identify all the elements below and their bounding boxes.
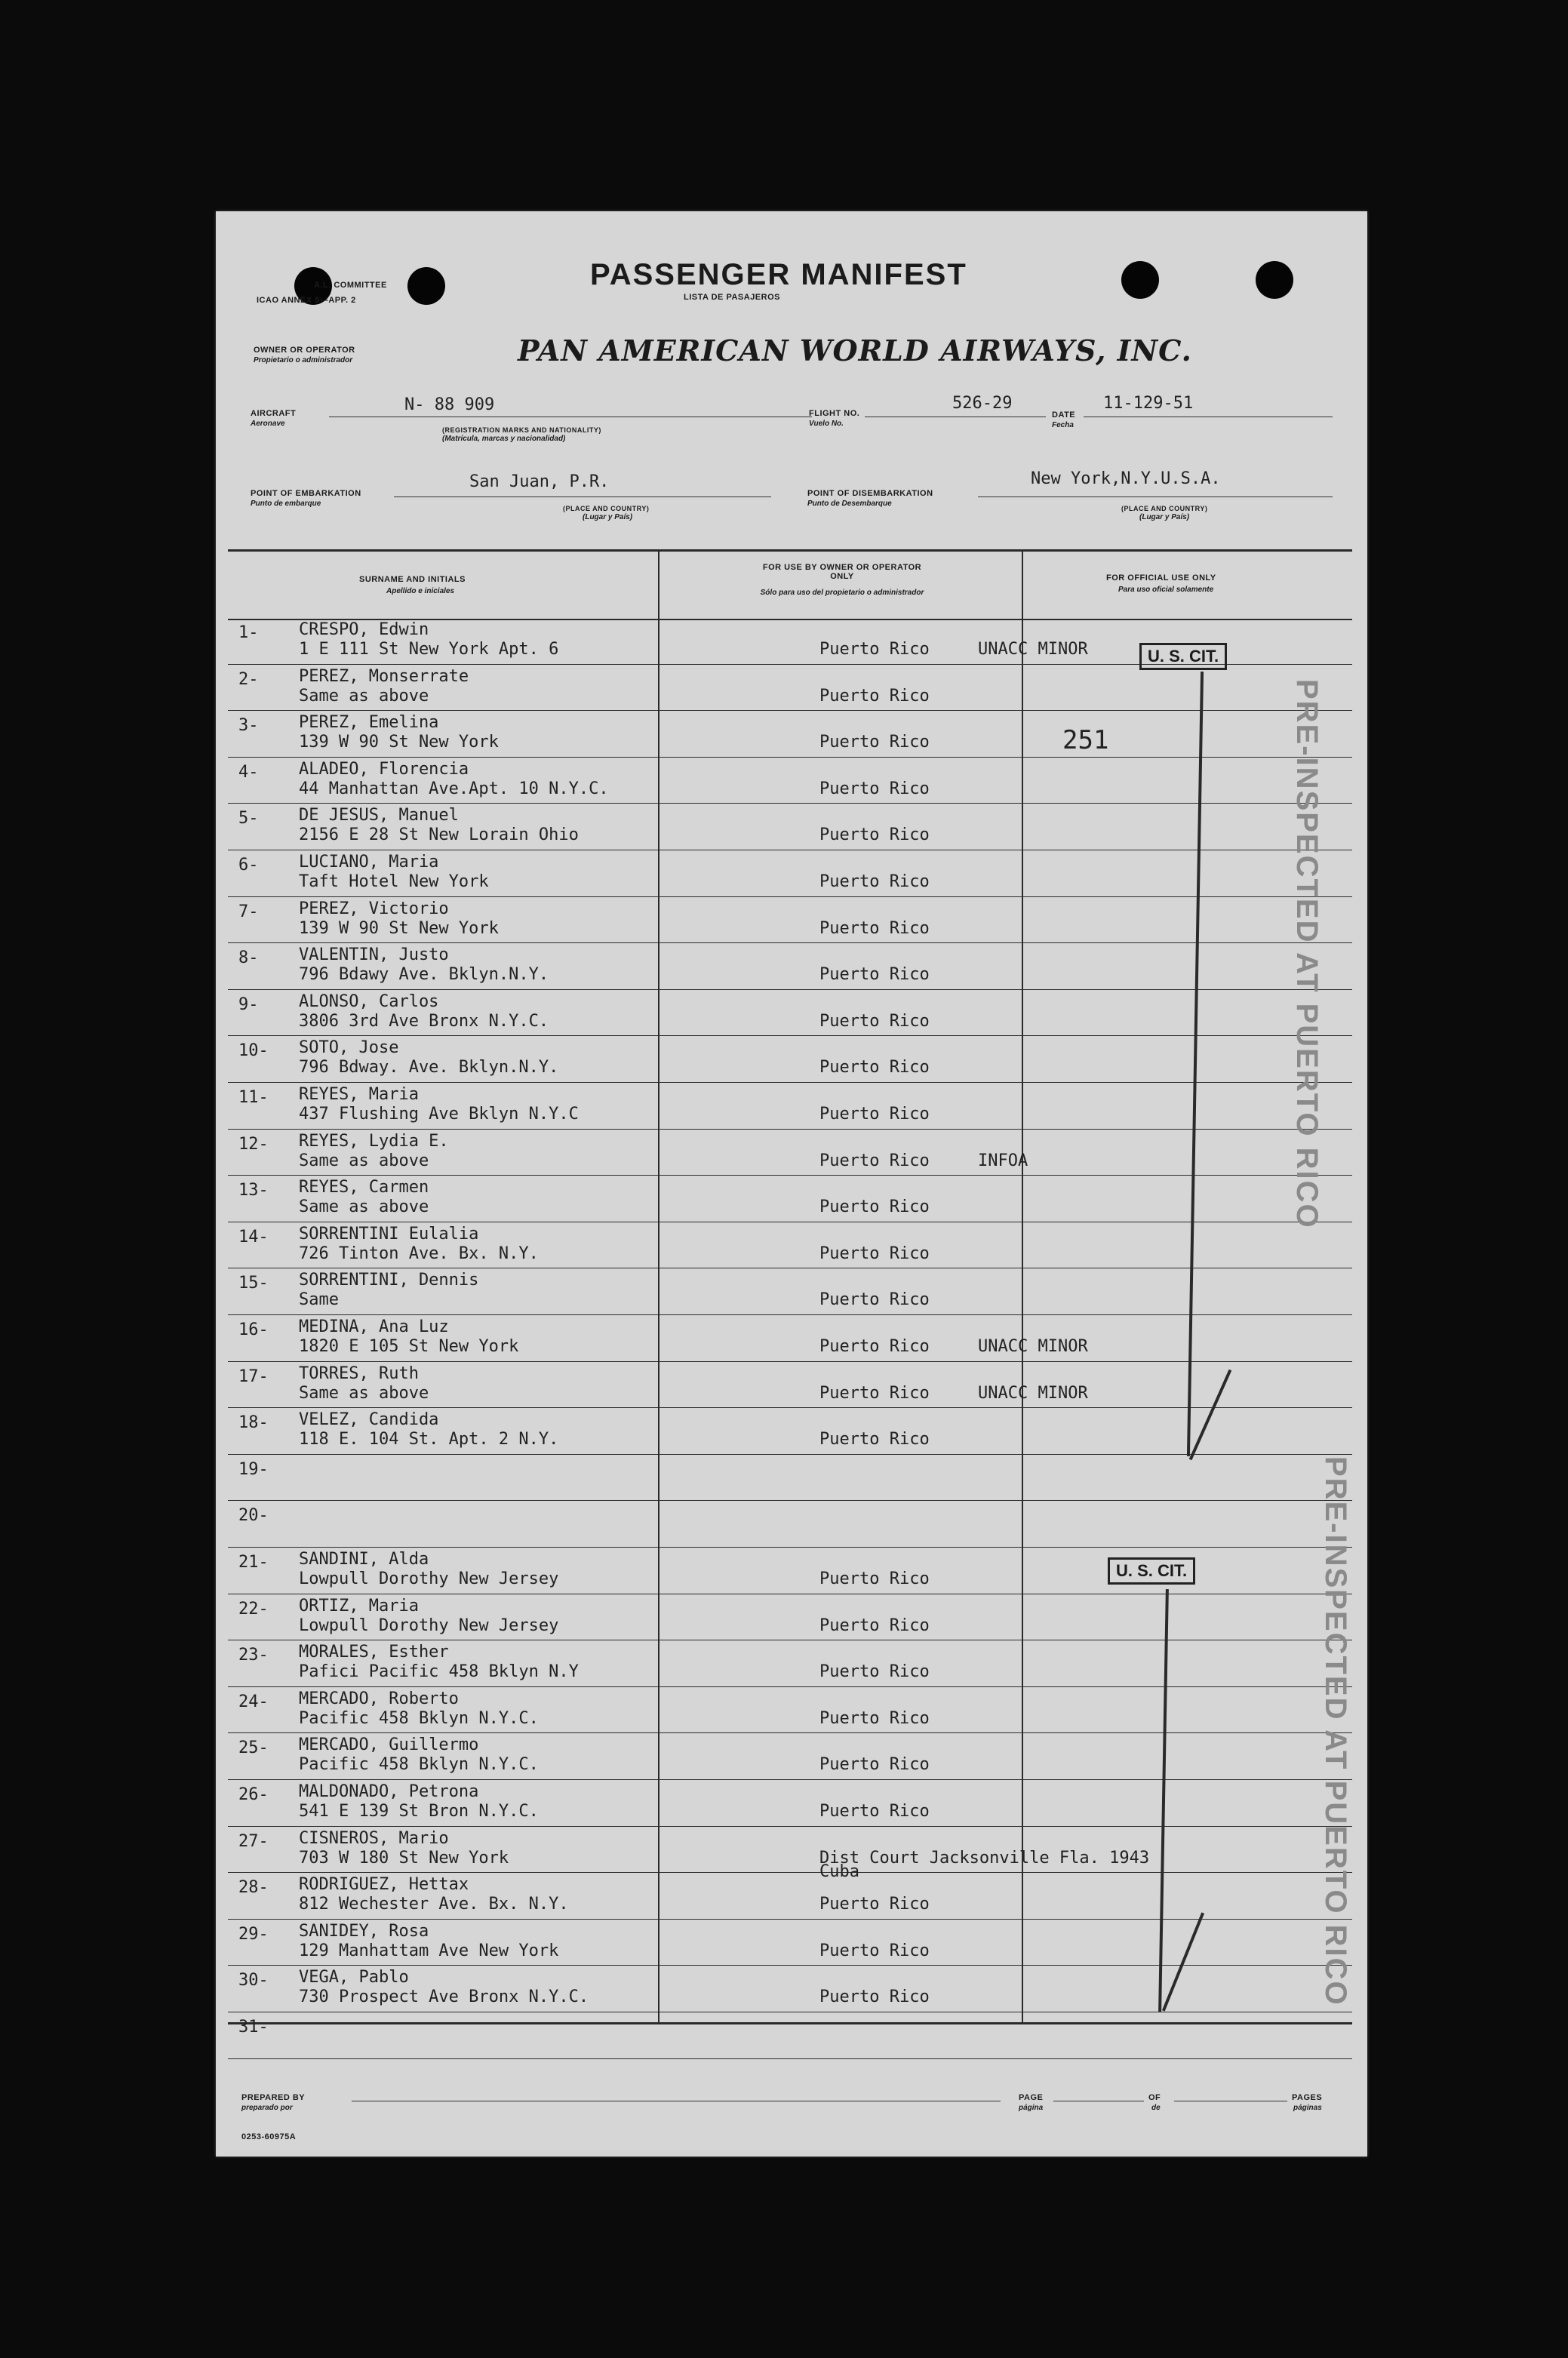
flight-value: 526-29 — [952, 394, 1013, 413]
passenger-address: 796 Bdawy Ave. Bklyn.N.Y. — [299, 965, 549, 985]
row-number: 14- — [238, 1227, 269, 1247]
row-number: 31- — [238, 2018, 269, 2037]
passenger-origin: Puerto Rico — [819, 1569, 930, 1588]
row-divider — [228, 1500, 1352, 1501]
row-number: 4- — [238, 762, 259, 782]
col-header-name-es: Apellido e iniciales — [386, 587, 455, 595]
passenger-origin: Puerto Rico — [819, 733, 930, 752]
embark-place-sub: (PLACE AND COUNTRY) — [563, 505, 650, 512]
passenger-address: Same as above — [299, 1383, 429, 1403]
embark-label-es: Punto de embarque — [251, 500, 321, 508]
passenger-name: MALDONADO, Petrona — [299, 1782, 479, 1801]
flight-label-es: Vuelo No. — [809, 420, 844, 428]
preinspected-stamp-1: PRE-INSPECTED AT PUERTO RICO — [1290, 679, 1324, 1229]
passenger-name: TORRES, Ruth — [299, 1363, 419, 1383]
row-number: 3- — [238, 716, 259, 736]
passenger-origin: Puerto Rico — [819, 1430, 930, 1450]
date-label: DATE — [1052, 410, 1076, 420]
table-row — [216, 712, 1367, 758]
table-row — [216, 1595, 1367, 1642]
passenger-origin: Puerto Rico — [819, 1708, 930, 1728]
row-divider — [228, 1919, 1352, 1920]
passenger-name: SANIDEY, Rosa — [299, 1921, 429, 1941]
row-divider — [228, 989, 1352, 990]
table-row — [216, 1781, 1367, 1828]
aircraft-value: N- 88 909 — [404, 395, 495, 414]
table-row — [216, 1734, 1367, 1781]
row-number: 23- — [238, 1646, 269, 1665]
passenger-origin: Puerto Rico — [819, 1383, 930, 1403]
row-number: 9- — [238, 995, 259, 1014]
passenger-name: VELEZ, Candida — [299, 1410, 439, 1430]
embark-value: San Juan, P.R. — [469, 472, 610, 491]
aircraft-sub: (REGISTRATION MARKS AND NATIONALITY) — [442, 426, 601, 434]
pages-label: PAGES — [1292, 2093, 1323, 2102]
row-number: 17- — [238, 1367, 269, 1386]
passenger-address: 730 Prospect Ave Bronx N.Y.C. — [299, 1988, 589, 2007]
us-cit-stamp-1: U. S. CIT. — [1139, 643, 1227, 670]
embark-label: POINT OF EMBARKATION — [251, 489, 361, 498]
passenger-name: SOTO, Jose — [299, 1038, 399, 1058]
row-number: 21- — [238, 1553, 269, 1572]
owner-label-es: Propietario o administrador — [254, 356, 353, 364]
preinspected-stamp-2: PRE-INSPECTED AT PUERTO RICO — [1319, 1456, 1352, 2006]
row-divider — [228, 896, 1352, 897]
passenger-name: REYES, Carmen — [299, 1178, 429, 1197]
row-divider — [228, 710, 1352, 711]
prepared-label-es: preparado por — [241, 2104, 293, 2112]
passenger-origin: Puerto Rico — [819, 872, 930, 891]
row-divider — [228, 1732, 1352, 1733]
row-number: 11- — [238, 1088, 269, 1107]
passenger-address: 812 Wechester Ave. Bx. N.Y. — [299, 1895, 569, 1914]
passenger-address: 1 E 111 St New York Apt. 6 — [299, 640, 559, 659]
row-divider — [228, 1779, 1352, 1780]
passenger-address: 44 Manhattan Ave.Apt. 10 N.Y.C. — [299, 779, 609, 798]
passenger-name: LUCIANO, Maria — [299, 853, 439, 872]
passenger-origin: Puerto Rico — [819, 1244, 930, 1263]
passenger-origin: Puerto Rico — [819, 1616, 930, 1635]
passenger-name: REYES, Maria — [299, 1085, 419, 1104]
row-number: 22- — [238, 1599, 269, 1619]
row-number: 1- — [238, 623, 259, 642]
passenger-origin: Puerto Rico — [819, 1290, 930, 1310]
form-ref-2: ICAO ANNEX 9—APP. 2 — [257, 296, 356, 305]
page-subtitle: LISTA DE PASAJEROS — [684, 293, 780, 302]
passenger-name: MERCADO, Roberto — [299, 1689, 459, 1708]
row-number: 29- — [238, 1924, 269, 1944]
passenger-name: ALONSO, Carlos — [299, 991, 439, 1011]
col-header-name: SURNAME AND INITIALS — [359, 575, 466, 584]
aircraft-sub-es: (Matrícula, marcas y nacionalidad) — [442, 435, 566, 443]
passenger-origin: Puerto Rico — [819, 1895, 930, 1914]
us-cit-stamp-2: U. S. CIT. — [1108, 1557, 1195, 1585]
airline-name: PAN AMERICAN WORLD AIRWAYS, INC. — [518, 334, 1192, 367]
passenger-address: Same — [299, 1290, 339, 1310]
row-number: 30- — [238, 1971, 269, 1991]
row-divider — [228, 1965, 1352, 1966]
passenger-address: Same as above — [299, 1197, 429, 1217]
col-header-owner-es: Sólo para uso del propietario o administrador — [760, 589, 924, 597]
table-row — [216, 2013, 1367, 2060]
passenger-address: 703 W 180 St New York — [299, 1848, 509, 1868]
table-row — [216, 851, 1367, 898]
passenger-address: Lowpull Dorothy New Jersey — [299, 1616, 559, 1635]
row-number: 26- — [238, 1785, 269, 1804]
row-divider — [228, 2058, 1352, 2059]
row-number: 27- — [238, 1831, 269, 1851]
aircraft-label: AIRCRAFT — [251, 409, 297, 418]
passenger-address: Pafici Pacific 458 Bklyn N.Y — [299, 1662, 579, 1682]
row-number: 19- — [238, 1459, 269, 1479]
table-row — [216, 1874, 1367, 1920]
row-number: 7- — [238, 902, 259, 921]
passenger-name: RODRIGUEZ, Hettax — [299, 1875, 469, 1895]
table-row — [216, 1966, 1367, 2013]
passenger-origin: Puerto Rico — [819, 918, 930, 938]
pages-label-es: páginas — [1293, 2104, 1322, 2112]
passenger-origin: Puerto Rico — [819, 1011, 930, 1031]
passenger-address: Pacific 458 Bklyn N.Y.C. — [299, 1708, 539, 1728]
passenger-name: SORRENTINI, Dennis — [299, 1271, 479, 1290]
row-number: 12- — [238, 1134, 269, 1154]
flight-label: FLIGHT NO. — [809, 409, 860, 418]
col-header-owner: FOR USE BY OWNER OR OPERATOR ONLY — [762, 563, 922, 581]
row-number: 20- — [238, 1506, 269, 1526]
passenger-name: MEDINA, Ana Luz — [299, 1317, 449, 1336]
aircraft-label-es: Aeronave — [251, 420, 285, 428]
passenger-origin: Puerto Rico — [819, 1755, 930, 1775]
passenger-origin: Puerto Rico — [819, 965, 930, 985]
table-row — [216, 1502, 1367, 1548]
row-divider — [228, 1129, 1352, 1130]
passenger-address: Taft Hotel New York — [299, 872, 489, 891]
row-number: 6- — [238, 856, 259, 875]
disembark-place-sub: (PLACE AND COUNTRY) — [1121, 505, 1208, 512]
passenger-origin: Dist Court Jacksonville Fla. 1943 — [819, 1848, 1150, 1868]
row-divider — [228, 1082, 1352, 1083]
table-row — [216, 898, 1367, 945]
table-row — [216, 1456, 1367, 1502]
passenger-origin: Puerto Rico — [819, 1151, 930, 1170]
table-row — [216, 1641, 1367, 1688]
passenger-name: PEREZ, Monserrate — [299, 666, 469, 686]
passenger-name: MORALES, Esther — [299, 1643, 449, 1662]
passenger-note: Cuba — [819, 1861, 859, 1881]
page-title: PASSENGER MANIFEST — [590, 258, 967, 291]
passenger-name: VEGA, Pablo — [299, 1968, 409, 1988]
row-divider — [228, 1547, 1352, 1548]
page-label-es: página — [1019, 2104, 1044, 2112]
passenger-name: PEREZ, Emelina — [299, 713, 439, 733]
row-divider — [228, 1361, 1352, 1362]
passenger-origin: Puerto Rico — [819, 825, 930, 845]
passenger-address: Same as above — [299, 686, 429, 706]
row-divider — [228, 1035, 1352, 1036]
passenger-address: 139 W 90 St New York — [299, 918, 499, 938]
row-number: 24- — [238, 1692, 269, 1711]
punch-hole-right-2 — [1256, 261, 1293, 299]
form-number: 0253-60975A — [241, 2132, 297, 2141]
row-divider — [228, 757, 1352, 758]
passenger-address: 541 E 139 St Bron N.Y.C. — [299, 1802, 539, 1821]
passenger-origin: Puerto Rico — [819, 1941, 930, 1960]
row-divider — [228, 1686, 1352, 1687]
disembark-place-sub-es: (Lugar y País) — [1139, 513, 1190, 521]
passenger-origin: Puerto Rico — [819, 1988, 930, 2007]
disembark-label-es: Punto de Desembarque — [807, 500, 892, 508]
passenger-address: 129 Manhattam Ave New York — [299, 1941, 559, 1960]
row-divider — [228, 942, 1352, 943]
passenger-origin: Puerto Rico — [819, 1105, 930, 1124]
table-row — [216, 1269, 1367, 1316]
prepared-label: PREPARED BY — [241, 2093, 306, 2102]
of-label: OF — [1148, 2093, 1161, 2102]
form-ref-1: A.L. COMMITTEE — [314, 281, 387, 290]
passenger-name: VALENTIN, Justo — [299, 945, 449, 965]
table-row — [216, 1363, 1367, 1410]
passenger-address: 726 Tinton Ave. Bx. N.Y. — [299, 1244, 539, 1263]
table-row — [216, 1828, 1367, 1881]
passenger-address: 796 Bdway. Ave. Bklyn.N.Y. — [299, 1058, 559, 1078]
passenger-origin: Puerto Rico — [819, 1802, 930, 1821]
row-divider — [228, 1454, 1352, 1455]
of-label-es: de — [1151, 2104, 1161, 2112]
passenger-address: 437 Flushing Ave Bklyn N.Y.C — [299, 1105, 579, 1124]
embark-place-sub-es: (Lugar y País) — [583, 513, 633, 521]
passenger-name: DE JESUS, Manuel — [299, 806, 459, 825]
passenger-origin: Puerto Rico — [819, 779, 930, 798]
page-label: PAGE — [1019, 2093, 1044, 2102]
table-row — [216, 1223, 1367, 1270]
row-number: 2- — [238, 669, 259, 689]
passenger-name: MERCADO, Guillermo — [299, 1735, 479, 1755]
passenger-address: 1820 E 105 St New York — [299, 1337, 519, 1356]
passenger-address: Lowpull Dorothy New Jersey — [299, 1569, 559, 1588]
col-header-official: FOR OFFICIAL USE ONLY — [1106, 573, 1216, 583]
passenger-address: 3806 3rd Ave Bronx N.Y.C. — [299, 1011, 549, 1031]
punch-hole-left-2 — [407, 267, 445, 305]
row-divider — [228, 1314, 1352, 1315]
row-number: 10- — [238, 1041, 269, 1061]
table-row — [216, 1688, 1367, 1735]
row-number: 15- — [238, 1274, 269, 1293]
row-number: 25- — [238, 1739, 269, 1758]
passenger-address: Pacific 458 Bklyn N.Y.C. — [299, 1755, 539, 1775]
passenger-note: 251 — [1062, 725, 1109, 756]
table-row — [216, 666, 1367, 712]
passenger-origin: Puerto Rico — [819, 686, 930, 706]
passenger-origin: Puerto Rico — [819, 1197, 930, 1217]
row-number: 5- — [238, 809, 259, 829]
col-header-official-es: Para uso oficial solamente — [1118, 586, 1214, 594]
passenger-origin: Puerto Rico — [819, 1337, 930, 1356]
passenger-note: UNACC MINOR — [978, 1337, 1088, 1356]
passenger-name: SANDINI, Alda — [299, 1550, 429, 1569]
passenger-address: 2156 E 28 St New Lorain Ohio — [299, 825, 579, 845]
disembark-value: New York,N.Y.U.S.A. — [1031, 469, 1221, 488]
passenger-name: PEREZ, Victorio — [299, 899, 449, 918]
disembark-label: POINT OF DISEMBARKATION — [807, 489, 933, 498]
passenger-origin: Puerto Rico — [819, 640, 930, 659]
passenger-name: CRESPO, Edwin — [299, 620, 429, 639]
passenger-note: UNACC MINOR — [978, 1383, 1088, 1403]
row-number: 28- — [238, 1878, 269, 1898]
row-number: 8- — [238, 948, 259, 968]
passenger-origin: Puerto Rico — [819, 1662, 930, 1682]
row-divider — [228, 803, 1352, 804]
owner-label: OWNER OR OPERATOR — [254, 346, 355, 355]
table-row — [216, 804, 1367, 851]
passenger-origin: Puerto Rico — [819, 1058, 930, 1078]
row-divider — [228, 1175, 1352, 1176]
passenger-note: INFOA — [978, 1151, 1028, 1170]
table-row — [216, 758, 1367, 805]
date-label-es: Fecha — [1052, 421, 1074, 429]
row-divider — [228, 1407, 1352, 1408]
row-divider — [228, 1872, 1352, 1873]
punch-hole-right-1 — [1121, 261, 1159, 299]
row-number: 16- — [238, 1320, 269, 1339]
passenger-name: ALADEO, Florencia — [299, 759, 469, 779]
passenger-address: 139 W 90 St New York — [299, 733, 499, 752]
passenger-note: UNACC MINOR — [978, 640, 1088, 659]
row-number: 18- — [238, 1413, 269, 1433]
passenger-name: ORTIZ, Maria — [299, 1596, 419, 1616]
row-divider — [228, 1826, 1352, 1827]
manifest-sheet — [216, 211, 1367, 2157]
table-top-line — [228, 549, 1352, 552]
passenger-address: Same as above — [299, 1151, 429, 1170]
passenger-name: SORRENTINI Eulalia — [299, 1224, 479, 1244]
passenger-name: CISNEROS, Mario — [299, 1828, 449, 1848]
table-row — [216, 1316, 1367, 1363]
date-value: 11-129-51 — [1103, 394, 1194, 413]
passenger-name: REYES, Lydia E. — [299, 1131, 449, 1151]
row-number: 13- — [238, 1181, 269, 1201]
passenger-address: 118 E. 104 St. Apt. 2 N.Y. — [299, 1430, 559, 1450]
